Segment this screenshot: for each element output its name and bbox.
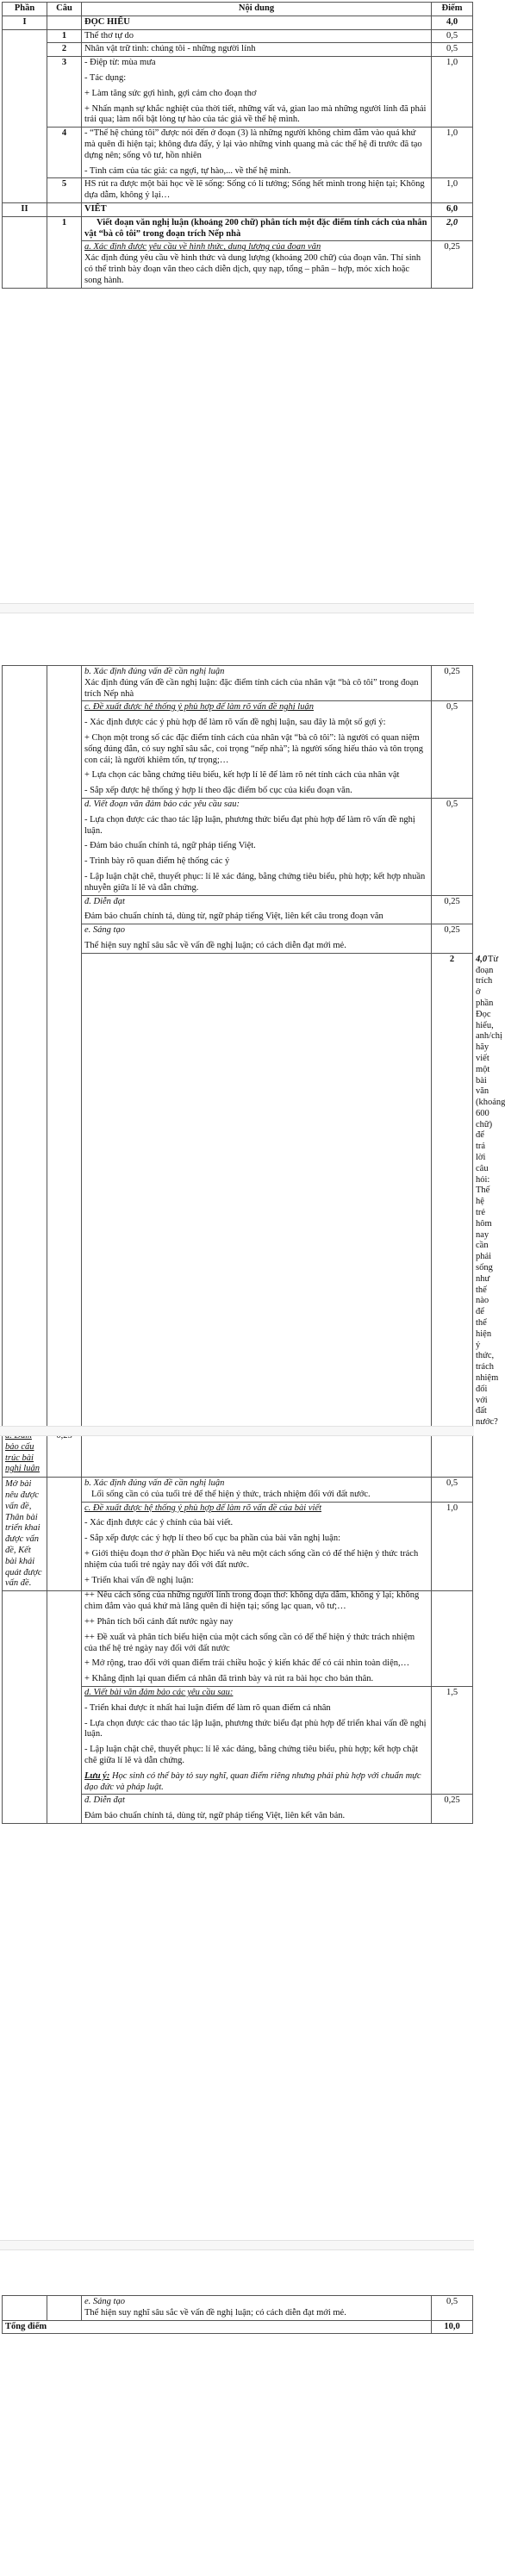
criterion-text: Xác định đúng yêu cầu về hình thức và dung lượng (khoảng 200 chữ) của đoạn văn. Thí sinh có thể trình bày đoạn văn theo cách diễn dịch, quy nạp, tổng – phân – hợp, móc xích hoặc song hành. [84,253,421,285]
table-row [3,216,473,241]
page-3 [2,1477,472,1824]
answer-score: 0,5 [432,798,473,895]
criterion-b [82,1478,432,1503]
criterion-dd [82,1795,432,1824]
criterion-line: + Khẳng định lại quan điểm cá nhân đã trình bày và rút ra bài học cho bản thân. [84,1674,374,1684]
section-title: VIẾT [82,202,432,216]
criterion-title: b. Xác định đúng vấn đề cần nghị luận [84,667,225,676]
section-number: I [3,16,47,29]
criterion-title: a. Xác định được yêu cầu về hình thức, dung lượng của đoạn văn [84,242,321,252]
note-label: Lưu ý: [84,1770,110,1781]
answer-score: 0,5 [432,1478,473,1503]
section-number: II [3,202,47,216]
answer-score: 0,5 [432,2296,473,2321]
answer-score: 1,0 [432,178,473,203]
page-2 [2,665,505,1591]
criterion-text: Thể hiện suy nghĩ sâu sắc về vấn đề nghị luận; có cách diễn đạt mới mẻ. [84,940,346,950]
section-title: ĐỌC HIỂU [82,16,432,29]
criterion-line: - Xác định được các ý phù hợp để làm rõ vấn đề nghị luận, sau đây là một số gợi ý: [84,718,386,728]
answer-line: - Điệp từ: mùa mưa [84,58,156,68]
answer-table-part-4 [2,2295,473,2334]
criterion-title: e. Sáng tạo [84,925,125,936]
criterion-line: + Triển khai vấn đề nghị luận: [84,1575,194,1585]
question-number: 1 [47,216,82,288]
table-row [3,1478,473,1503]
writing-prompt: Viết đoạn văn nghị luận (khoảng 200 chữ) phân tích một đặc điểm tính cách của nhân vật “bà cô tôi” trong đoạn trích Nếp nhà [82,216,432,241]
answer-score: 0,25 [432,895,473,924]
answer-table-part-2 [2,665,505,1591]
criterion-line: + Chọn một trong số các đặc điểm tính cách của nhân vật “bà cô tôi”: là người có quan niệm sống đúng đắn, có suy nghĩ sâu sắc, coi trọng “nếp nhà”; là người sống hiếu thảo và tôn trọng con cái; là người khiêm tốn, tự trọng;… [84,732,423,765]
section-row-doc-hieu [3,16,473,29]
answer-score: 0,25 [432,924,473,954]
criterion-line: ++ Nêu cách sống của những người lính trong đoạn thơ: không dựa dẫm, không ỷ lại; không chìm đắm vào quá khứ mà lãng quên đi hiện tại; sống lạc quan, vô tư;… [84,1590,420,1612]
criterion-text: Lối sống cần có của tuổi trẻ để thể hiện ý thức, trách nhiệm đối với đất nước. [91,1489,371,1499]
answer-score: 0,25 [432,666,473,701]
answer-score: 1,5 [432,1686,473,1794]
criterion-d [82,798,432,895]
table-header-row [3,3,473,16]
criterion-line: - Lựa chọn được các thao tác lập luận, phương thức biểu đạt phù hợp để triển khai vấn đề nghị luận. [84,1718,427,1739]
criterion-b [82,666,432,701]
criterion-line: ++ Phân tích bối cảnh đất nước ngày nay [84,1616,234,1627]
writing-prompt-text: Từ đoạn trích ở phần Đọc hiểu, anh/chị hãy viết một bài văn (khoảng 600 chữ) để trả lời câu hỏi: Thế hệ trẻ hôm nay cần phải sống như thế nào để thể hiện ý thức, trách nhiệm đối với đất nước? [476,954,505,1428]
criterion-title: e. Sáng tạo [84,2297,125,2306]
criterion-line: - Triển khai được ít nhất hai luận điểm để làm rõ quan điểm cá nhân [84,1702,331,1713]
answer-score: 0,5 [432,29,473,43]
page-1 [2,2,472,289]
criterion-line: + Giới thiệu đoạn thơ ở phần Đọc hiểu và nêu một cách sống cần có để thể hiện ý thức trách nhiệm của tuổi trẻ ngày nay đối với đất nước. [84,1548,419,1570]
table-row [3,43,473,57]
table-row [3,666,473,701]
criterion-text: Thể hiện suy nghĩ sâu sắc về vấn đề nghị luận; có cách diễn đạt mới mẻ. [84,2307,346,2318]
criterion-title: bảo cấu trúc bài nghị luận [5,1441,40,1474]
answer-score: 0,5 [432,701,473,799]
answer-line: - Tình cảm của tác giả: ca ngợi, tự hào,... về thế hệ mình. [84,165,291,176]
answer-score: 1,0 [432,57,473,128]
criterion-line: - Sắp xếp được các ý hợp lí theo bố cục ba phần của bài văn nghị luận: [84,1534,340,1544]
page-separator [0,603,474,613]
question-number: 2 [47,43,82,57]
total-score: 10,0 [432,2320,473,2334]
answer-text: Nhân vật trữ tình: chúng tôi - những người lính [82,43,432,57]
total-label: Tổng điểm [3,2320,432,2334]
page-separator [0,2240,474,2250]
question-number: 1 [47,29,82,43]
answer-score: 0,25 [432,1795,473,1824]
criterion-c [82,1502,432,1686]
answer-line: + Làm tăng sức gợi hình, gợi cảm cho đoạn thơ [84,88,257,98]
answer-text [82,57,432,128]
criterion-line: - Lựa chọn được các thao tác lập luận, phương thức biểu đạt phù hợp để làm rõ vấn đề nghị luận. [84,814,415,836]
question-number: 5 [47,178,82,203]
answer-table-part-3 [2,1477,473,1824]
header-phan: Phần [3,3,47,16]
note-text: Học sinh có thể bày tỏ suy nghĩ, quan điểm riêng nhưng phải phù hợp với chuẩn mực đạo đức và pháp luật. [84,1770,421,1792]
question-number: 3 [47,57,82,128]
criterion-c [82,701,432,799]
criterion-text: Xác định đúng vấn đề cần nghị luận: đặc điểm tính cách của nhân vật “bà cô tôi” trong đoạn trích Nếp nhà [84,677,419,699]
criterion-line: - Trình bày rõ quan điểm hệ thống các ý [84,856,230,867]
section-score: 4,0 [432,16,473,29]
criterion-e [82,2296,432,2321]
page-4 [2,2295,472,2334]
total-row [3,2320,473,2334]
criterion-title: d. Viết bài văn đảm bảo các yêu cầu sau: [84,1687,234,1697]
header-diem: Điểm [432,3,473,16]
answer-line: + Nhấn mạnh sự khắc nghiệt của thời tiết, những vất vả, gian lao mà những người lính đã phải trải qua; làm nổi bật lòng tự hào của tác giả về thế hệ mình. [84,103,427,125]
answer-text: HS rút ra được một bài học về lẽ sống: Sống có lí tưởng; Sống hết mình trong hiện tại; Không dựa dẫm, không ỷ lại… [82,178,432,203]
table-row [3,128,473,178]
criterion-d [82,1686,432,1794]
table-row [3,57,473,128]
criterion-title: c. Đề xuất được hệ thống ý phù hợp để làm rõ vấn đề của bài viết [84,1503,321,1513]
answer-score: 1,0 [432,1502,473,1686]
criterion-line: - Xác định được các ý chính của bài viết. [84,1518,234,1528]
criterion-title: c. Đề xuất được hệ thống ý phù hợp để làm rõ vấn đề nghị luận [84,702,314,712]
criterion-title: b. Xác định đúng vấn đề cần nghị luận [84,1478,225,1488]
answer-score: 0,5 [432,43,473,57]
criterion-dd [82,895,432,924]
criterion-line: - Lập luận chặt chẽ, thuyết phục: lí lẽ xác đáng, bằng chứng tiêu biểu, phù hợp; kết hợp chặt chẽ giữa lí lẽ và dẫn chứng. [84,1745,419,1765]
table-row [3,178,473,203]
answer-text [82,128,432,178]
criterion-text: Mở bài nêu được vấn đề, Thân bài triển khai được vấn đề, Kết bài khái quát được vấn đề. [5,1479,42,1589]
answer-score: 2,0 [432,216,473,241]
criterion-title: đ. Diễn đạt [84,1795,125,1806]
criterion-e [82,924,432,954]
table-row [3,2296,473,2321]
criterion-title: đ. Diễn đạt [84,896,125,906]
question-number: 4 [47,128,82,178]
table-row: 2 Từ đoạn trích ở phần Đọc hiểu, anh/chị hãy viết một bài văn (khoảng 600 chữ) để trả lời câu hỏi: Thế hệ trẻ hôm nay cần phải sống như thế nào để thể hiện ý thức, trách nhiệm đối với đất nước? 4,0 [3,953,473,1429]
answer-line: - “Thế hệ chúng tôi” được nói đến ở đoạn (3) là những người không chìm đắm vào quá khứ mà quên đi hiện tại; không đưa đẩy, ỷ lại vào những vinh quang mà các thế hệ đi trước đã tạo dựng nên; sống vô tư, hồn nhiên [84,128,422,160]
answer-score: 0,25 [432,241,473,288]
page-separator [0,1426,474,1436]
criterion-line: - Đảm bảo chuẩn chính tả, ngữ pháp tiếng Việt. [84,841,256,851]
criterion-line: + Mở rộng, trao đổi với quan điểm trái chiều hoặc ý kiến khác để có cái nhìn toàn diện,… [84,1658,410,1669]
criterion-line: ++ Đề xuất và phân tích biểu hiện của một cách sống cần có để thể hiện ý thức trách nhiệm của thế hệ trẻ ngày nay đối với đất nước [84,1632,415,1653]
criterion-text: Đảm bảo chuẩn chính tả, dùng từ, ngữ pháp tiếng Việt, liên kết văn bản. [84,1811,346,1821]
section-row-viet [3,202,473,216]
section-score: 6,0 [432,202,473,216]
answer-line: - Tác dụng: [84,72,127,83]
table-row [3,29,473,43]
header-noidung: Nội dung [82,3,432,16]
criterion-line: - Lập luận chặt chẽ, thuyết phục: lí lẽ xác đáng, bằng chứng tiêu biểu, phù hợp; kết hợp nhuần nhuyễn giữa lí lẽ và dẫn chứng. [84,871,426,893]
criterion-note [84,1771,428,1794]
criterion-title: d. Viết đoạn văn đảm bảo các yêu cầu sau: [84,799,240,809]
header-cau: Câu [47,3,82,16]
question-number: 2 [432,953,473,1590]
criterion-line: + Lựa chọn các bằng chứng tiêu biểu, kết hợp lí lẽ để làm rõ nét tính cách của nhân vật [84,770,400,781]
answer-table-part-1 [2,2,473,289]
criterion-text: Đảm bảo chuẩn chính tả, dùng từ, ngữ pháp tiếng Việt, liên kết câu trong đoạn văn [84,912,383,922]
criterion-a [82,241,432,288]
answer-score: 1,0 [432,128,473,178]
criterion-line: - Sắp xếp được hệ thống ý hợp lí theo đặc điểm bố cục của kiểu đoạn văn. [84,786,352,796]
answer-text: Thể thơ tự do [82,29,432,43]
